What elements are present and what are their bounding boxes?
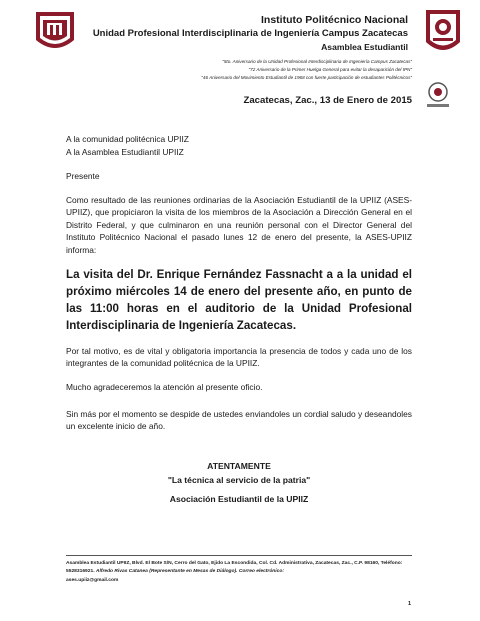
ipn-logo (34, 10, 76, 56)
page-number: 1 (408, 601, 412, 607)
paragraph-thanks: Mucho agradeceremos la atención al presente oficio. (66, 382, 263, 392)
footer-contact: Alfredo Rivas Catanea (Representante en Mesas de Diálogo). Correo electrónico: (95, 569, 284, 575)
letter-date: Zacatecas, Zac., 13 de Enero de 2015 (243, 95, 412, 106)
paragraph-attendance: Por tal motivo, es de vital y obligatoria importancia la presencia de todos y cada uno de los integrantes de la comunidad politécnica de la UPIIZ. (66, 346, 412, 369)
footer-divider (66, 555, 412, 556)
salutation: Presente (66, 171, 100, 181)
closing-atentamente: ATENTAMENTE (207, 461, 271, 471)
recipient-assembly: A la Asamblea Estudiantil UPIIZ (66, 147, 184, 157)
anniversary-emblem-icon (421, 80, 455, 110)
paragraph-intro: Como resultado de las reuniones ordinarias de la Asociación Estudiantil de la UPIIZ (ASES-UPIIZ), que propiciaron la visita de los miembros de la Asociación a Dirección General en el Distrito Federal, y que culminaron en una reunión personal con el Director General del Instituto Politécnico Nacional el pasado lunes 12 de enero del presente, la ASES-UPIIZ informa: (66, 195, 412, 255)
assembly-name: Asamblea Estudiantil (321, 42, 408, 52)
recipient-community: A la comunidad politécnica UPIIZ (66, 134, 189, 144)
anniversary-line-3: "46 Aniversario del Movimiento Estudiantil de 1968 con fuerte participación de estudiantes Politécnicos" (201, 75, 412, 80)
institution-name: Instituto Politécnico Nacional (260, 14, 408, 26)
footer-info (66, 560, 412, 585)
footer-address: Asamblea Estudiantil UPIIZ, Blvd. El Bote S/N, Cerro del Gato, Ejido La Escondida, Col. Cd. Administrativa, Zacatecas, Zac., C.P. 98160, Teléfono: 5528316921. (66, 561, 403, 575)
anniversary-line-1: "5to. Aniversario de la Unidad Profesional Interdisciplinaria de Ingeniería Campus Zacatecas" (222, 59, 412, 64)
unit-name: Unidad Profesional Interdisciplinaria de Ingeniería Campus Zacatecas (92, 28, 408, 39)
anniversary-line-2: "72 Aniversario de la Primer Huelga General para evitar la desaparición del IPN" (248, 67, 412, 72)
footer-email[interactable]: ases.upiiz@gmail.com (66, 577, 119, 583)
signature: Asociación Estudiantil de la UPIIZ (169, 494, 309, 504)
visit-announcement: La visita del Dr. Enrique Fernández Fassnacht a a la unidad el próximo miércoles 14 de enero del presente año, en punto de las 11:00 horas en el auditorio de la Unidad Profesional Interdisciplinaria de Ingeniería Zacatecas. (66, 268, 412, 332)
upiiz-logo (424, 8, 462, 58)
paragraph-farewell: Sin más por el momento se despide de ustedes enviandoles un cordial saludo y deseandoles un excelente inicio de año. (66, 409, 412, 432)
motto: "La técnica al servicio de la patria" (167, 475, 311, 485)
